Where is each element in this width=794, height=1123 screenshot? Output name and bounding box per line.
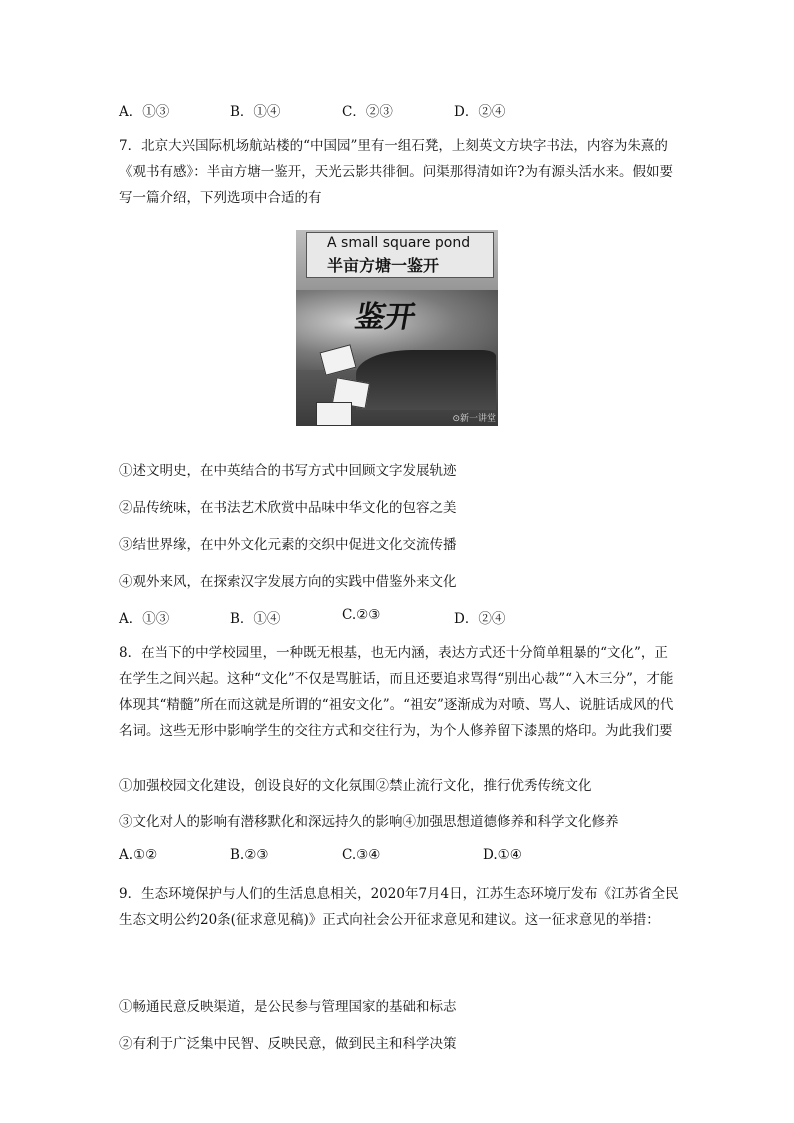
q7-item-1: ①述文明史，在中英结合的书写方式中回顾文字发展轨迹 <box>119 463 457 479</box>
photo-stone <box>316 402 352 426</box>
photo-pond <box>356 350 496 410</box>
photo-calligraphy: 鉴开 <box>352 300 419 335</box>
q9-item-2: ②有利于广泛集中民智、反映民意，做到民主和科学决策 <box>119 1036 457 1052</box>
q7-photo <box>296 230 498 426</box>
q7-option-b: B．①④ <box>230 611 281 627</box>
q6-option-a: A．①③ <box>119 104 170 120</box>
q8-item-1: ①加强校园文化建设，创设良好的文化氛围②禁止流行文化，推行优秀传统文化 <box>119 778 592 794</box>
q7-stem: 7．北京大兴国际机场航站楼的“中国园”里有一组石凳，上刻英文方块字书法，内容为朱熹的《观书有感》：半亩方塘一鉴开，天光云影共徘徊。问渠那得清如许?为有源头活水来。假如要写一篇介绍，下列选项中合适的有 <box>119 138 673 206</box>
q8-option-d: D.①④ <box>483 847 522 863</box>
q6-option-b: B．①④ <box>230 104 281 120</box>
q8-option-a: A.①② <box>119 847 158 863</box>
q8-item-2: ③文化对人的影响有潜移默化和深远持久的影响④加强思想道德修养和科学文化修养 <box>119 814 619 830</box>
q7-item-3: ③结世界缘，在中外文化元素的交织中促进文化交流传播 <box>119 537 457 553</box>
photo-chinese-text: 半亩方塘一鉴开 <box>327 256 440 275</box>
q7-option-a: A．①③ <box>119 611 170 627</box>
q8-options <box>119 847 679 867</box>
q6-option-d: D．②④ <box>454 104 506 120</box>
q9-item-1: ①畅通民意反映渠道，是公民参与管理国家的基础和标志 <box>119 999 457 1015</box>
q8-option-c: C.③④ <box>342 847 381 863</box>
photo-english-text: A small square pond <box>327 235 471 251</box>
photo-banner <box>306 232 494 278</box>
q8-option-b: B.②③ <box>230 847 269 863</box>
q6-options <box>119 100 679 120</box>
q6-option-c: C．②③ <box>342 104 393 120</box>
q7-item-2: ②品传统味，在书法艺术欣赏中品味中华文化的包容之美 <box>119 500 457 516</box>
q7-option-c: C.②③ <box>342 607 381 623</box>
q9-stem: 9．生态环境保护与人们的生活息息相关，2020年7月4日，江苏生态环境厅发布《江苏省全民生态文明公约20条(征求意见稿)》正式向社会公开征求意见和建议。这一征求意见的举措： <box>119 886 679 928</box>
q8-stem: 8．在当下的中学校园里，一种既无根基，也无内涵，表达方式还十分简单粗暴的“文化”，正在学生之间兴起。这种“文化”不仅是骂脏话，而且还要追求骂得“别出心裁”“入木三分”，才能体现其“精髓”所在而这就是所谓的“祖安文化”。“祖安”逐渐成为对喷、骂人、说脏话成风的代名词。这些无形中影响学生的交往方式和交往行为，为个人修养留下漆黑的烙印。为此我们要 <box>119 645 674 739</box>
photo-watermark: ⊙新一讲堂 <box>452 414 496 424</box>
q7-options <box>119 607 679 627</box>
q7-item-4: ④观外来风，在探索汉字发展方向的实践中借鉴外来文化 <box>119 574 457 590</box>
q7-option-d: D．②④ <box>454 611 506 627</box>
